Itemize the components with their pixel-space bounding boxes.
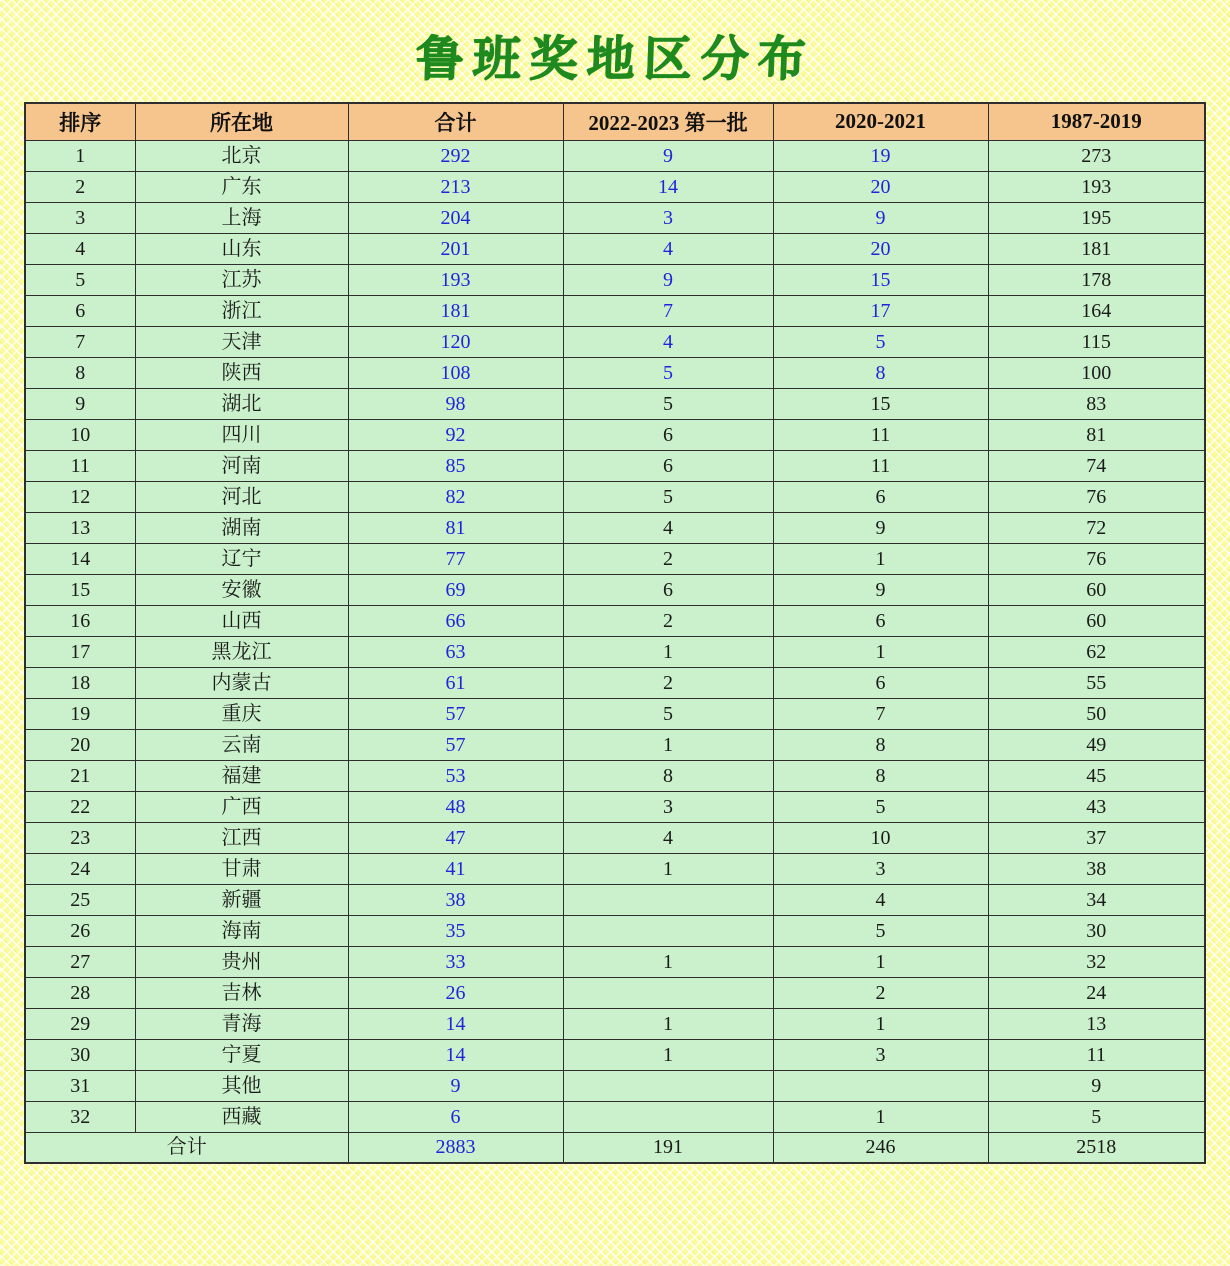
cell-total: 35 xyxy=(348,915,563,946)
cell-total: 57 xyxy=(348,698,563,729)
cell-region: 广东 xyxy=(135,171,348,202)
cell-batch-2022-2023: 6 xyxy=(563,419,773,450)
cell-batch-2020-2021: 1 xyxy=(773,1101,988,1132)
cell-batch-2022-2023: 7 xyxy=(563,295,773,326)
cell-rank: 2 xyxy=(25,171,135,202)
cell-rank: 1 xyxy=(25,140,135,171)
cell-rank: 25 xyxy=(25,884,135,915)
cell-batch-2022-2023 xyxy=(563,915,773,946)
table-row xyxy=(25,977,1205,1008)
cell-batch-2020-2021: 2 xyxy=(773,977,988,1008)
table-row xyxy=(25,171,1205,202)
table-row xyxy=(25,202,1205,233)
cell-batch-2022-2023 xyxy=(563,884,773,915)
footer-row xyxy=(25,1132,1205,1163)
table-row xyxy=(25,264,1205,295)
table-row xyxy=(25,915,1205,946)
cell-batch-1987-2019: 83 xyxy=(988,388,1205,419)
cell-batch-2020-2021: 1 xyxy=(773,946,988,977)
cell-total: 81 xyxy=(348,512,563,543)
cell-batch-2020-2021: 11 xyxy=(773,450,988,481)
cell-batch-2022-2023: 4 xyxy=(563,512,773,543)
cell-batch-2020-2021: 20 xyxy=(773,171,988,202)
cell-region: 陕西 xyxy=(135,357,348,388)
table-row xyxy=(25,574,1205,605)
footer-label: 合计 xyxy=(25,1132,348,1163)
cell-total: 38 xyxy=(348,884,563,915)
cell-batch-1987-2019: 273 xyxy=(988,140,1205,171)
table-row xyxy=(25,419,1205,450)
table-header-row xyxy=(25,103,1205,140)
cell-batch-1987-2019: 115 xyxy=(988,326,1205,357)
luban-award-region-table xyxy=(24,102,1206,1164)
cell-batch-2020-2021: 9 xyxy=(773,512,988,543)
table-row xyxy=(25,884,1205,915)
table-row xyxy=(25,636,1205,667)
column-header-total: 合计 xyxy=(348,103,563,140)
cell-batch-2022-2023: 8 xyxy=(563,760,773,791)
table-row xyxy=(25,543,1205,574)
cell-batch-2022-2023: 4 xyxy=(563,326,773,357)
cell-batch-1987-2019: 9 xyxy=(988,1070,1205,1101)
cell-batch-1987-2019: 5 xyxy=(988,1101,1205,1132)
cell-rank: 32 xyxy=(25,1101,135,1132)
footer-total: 2883 xyxy=(348,1132,563,1163)
cell-batch-2022-2023: 1 xyxy=(563,946,773,977)
cell-region: 江西 xyxy=(135,822,348,853)
column-header-1987-2019: 1987-2019 xyxy=(988,103,1205,140)
cell-total: 204 xyxy=(348,202,563,233)
cell-batch-2022-2023: 1 xyxy=(563,853,773,884)
cell-batch-1987-2019: 30 xyxy=(988,915,1205,946)
cell-region: 内蒙古 xyxy=(135,667,348,698)
cell-batch-2022-2023: 4 xyxy=(563,822,773,853)
cell-batch-1987-2019: 193 xyxy=(988,171,1205,202)
footer-batch-2020-2021: 246 xyxy=(773,1132,988,1163)
cell-region: 福建 xyxy=(135,760,348,791)
cell-total: 61 xyxy=(348,667,563,698)
cell-region: 云南 xyxy=(135,729,348,760)
cell-rank: 26 xyxy=(25,915,135,946)
table-row xyxy=(25,1008,1205,1039)
cell-rank: 14 xyxy=(25,543,135,574)
table-row xyxy=(25,729,1205,760)
cell-total: 14 xyxy=(348,1039,563,1070)
cell-batch-2020-2021: 15 xyxy=(773,264,988,295)
cell-batch-2020-2021: 1 xyxy=(773,1008,988,1039)
cell-region: 宁夏 xyxy=(135,1039,348,1070)
footer-batch-2022-2023: 191 xyxy=(563,1132,773,1163)
cell-total: 193 xyxy=(348,264,563,295)
cell-batch-2022-2023 xyxy=(563,977,773,1008)
cell-region: 四川 xyxy=(135,419,348,450)
cell-batch-2022-2023: 9 xyxy=(563,140,773,171)
cell-region: 安徽 xyxy=(135,574,348,605)
cell-batch-2020-2021: 4 xyxy=(773,884,988,915)
cell-total: 63 xyxy=(348,636,563,667)
cell-batch-1987-2019: 76 xyxy=(988,481,1205,512)
cell-batch-2022-2023: 5 xyxy=(563,388,773,419)
cell-batch-2020-2021: 17 xyxy=(773,295,988,326)
cell-batch-2022-2023: 6 xyxy=(563,450,773,481)
cell-batch-2020-2021: 8 xyxy=(773,357,988,388)
cell-region: 新疆 xyxy=(135,884,348,915)
cell-batch-1987-2019: 55 xyxy=(988,667,1205,698)
table-row xyxy=(25,512,1205,543)
cell-rank: 19 xyxy=(25,698,135,729)
cell-batch-2020-2021: 8 xyxy=(773,729,988,760)
cell-rank: 24 xyxy=(25,853,135,884)
cell-batch-1987-2019: 32 xyxy=(988,946,1205,977)
cell-rank: 27 xyxy=(25,946,135,977)
cell-rank: 31 xyxy=(25,1070,135,1101)
cell-total: 108 xyxy=(348,357,563,388)
cell-region: 河南 xyxy=(135,450,348,481)
cell-total: 6 xyxy=(348,1101,563,1132)
cell-batch-1987-2019: 181 xyxy=(988,233,1205,264)
table-footer xyxy=(25,1132,1205,1163)
cell-total: 292 xyxy=(348,140,563,171)
cell-batch-2022-2023: 1 xyxy=(563,1039,773,1070)
column-header-region: 所在地 xyxy=(135,103,348,140)
cell-batch-1987-2019: 62 xyxy=(988,636,1205,667)
cell-batch-2022-2023: 2 xyxy=(563,543,773,574)
cell-rank: 18 xyxy=(25,667,135,698)
table-row xyxy=(25,853,1205,884)
cell-batch-2020-2021: 9 xyxy=(773,202,988,233)
cell-rank: 29 xyxy=(25,1008,135,1039)
cell-region: 其他 xyxy=(135,1070,348,1101)
cell-rank: 10 xyxy=(25,419,135,450)
cell-rank: 3 xyxy=(25,202,135,233)
cell-batch-2022-2023: 6 xyxy=(563,574,773,605)
cell-region: 西藏 xyxy=(135,1101,348,1132)
cell-batch-1987-2019: 50 xyxy=(988,698,1205,729)
cell-region: 海南 xyxy=(135,915,348,946)
cell-region: 重庆 xyxy=(135,698,348,729)
table-body xyxy=(25,140,1205,1132)
cell-region: 上海 xyxy=(135,202,348,233)
table-row xyxy=(25,698,1205,729)
cell-batch-1987-2019: 45 xyxy=(988,760,1205,791)
cell-rank: 30 xyxy=(25,1039,135,1070)
cell-batch-2022-2023: 14 xyxy=(563,171,773,202)
cell-rank: 7 xyxy=(25,326,135,357)
cell-rank: 15 xyxy=(25,574,135,605)
table-row xyxy=(25,946,1205,977)
table-row xyxy=(25,140,1205,171)
cell-batch-2022-2023: 1 xyxy=(563,729,773,760)
table-row xyxy=(25,357,1205,388)
cell-batch-1987-2019: 178 xyxy=(988,264,1205,295)
footer-batch-1987-2019: 2518 xyxy=(988,1132,1205,1163)
cell-rank: 20 xyxy=(25,729,135,760)
cell-region: 广西 xyxy=(135,791,348,822)
cell-batch-2020-2021: 5 xyxy=(773,326,988,357)
cell-batch-2020-2021: 11 xyxy=(773,419,988,450)
cell-total: 82 xyxy=(348,481,563,512)
cell-batch-1987-2019: 60 xyxy=(988,574,1205,605)
table-row xyxy=(25,326,1205,357)
cell-rank: 13 xyxy=(25,512,135,543)
cell-total: 33 xyxy=(348,946,563,977)
cell-region: 浙江 xyxy=(135,295,348,326)
cell-batch-2020-2021: 6 xyxy=(773,481,988,512)
table-row xyxy=(25,388,1205,419)
cell-batch-1987-2019: 37 xyxy=(988,822,1205,853)
cell-region: 山西 xyxy=(135,605,348,636)
cell-batch-2020-2021: 8 xyxy=(773,760,988,791)
table-row xyxy=(25,1070,1205,1101)
cell-batch-2022-2023: 2 xyxy=(563,605,773,636)
cell-total: 201 xyxy=(348,233,563,264)
cell-batch-2020-2021: 9 xyxy=(773,574,988,605)
cell-batch-2020-2021: 3 xyxy=(773,853,988,884)
cell-batch-2020-2021: 1 xyxy=(773,543,988,574)
cell-batch-2020-2021: 7 xyxy=(773,698,988,729)
cell-batch-1987-2019: 164 xyxy=(988,295,1205,326)
cell-region: 天津 xyxy=(135,326,348,357)
cell-batch-2022-2023: 5 xyxy=(563,357,773,388)
cell-batch-1987-2019: 72 xyxy=(988,512,1205,543)
cell-total: 181 xyxy=(348,295,563,326)
cell-batch-2022-2023: 4 xyxy=(563,233,773,264)
cell-batch-2020-2021: 20 xyxy=(773,233,988,264)
cell-rank: 22 xyxy=(25,791,135,822)
cell-batch-2020-2021: 3 xyxy=(773,1039,988,1070)
cell-batch-1987-2019: 24 xyxy=(988,977,1205,1008)
cell-total: 92 xyxy=(348,419,563,450)
column-header-rank: 排序 xyxy=(25,103,135,140)
cell-rank: 8 xyxy=(25,357,135,388)
cell-region: 甘肃 xyxy=(135,853,348,884)
page-title: 鲁班奖地区分布 xyxy=(414,33,816,86)
title-area xyxy=(0,0,1230,100)
cell-total: 213 xyxy=(348,171,563,202)
table-row xyxy=(25,791,1205,822)
cell-rank: 28 xyxy=(25,977,135,1008)
cell-rank: 12 xyxy=(25,481,135,512)
cell-total: 41 xyxy=(348,853,563,884)
cell-batch-2020-2021: 15 xyxy=(773,388,988,419)
table-row xyxy=(25,1039,1205,1070)
cell-region: 湖南 xyxy=(135,512,348,543)
cell-batch-1987-2019: 38 xyxy=(988,853,1205,884)
cell-batch-2022-2023: 5 xyxy=(563,481,773,512)
cell-batch-1987-2019: 49 xyxy=(988,729,1205,760)
cell-batch-2020-2021: 6 xyxy=(773,605,988,636)
table-row xyxy=(25,233,1205,264)
cell-rank: 23 xyxy=(25,822,135,853)
table-row xyxy=(25,667,1205,698)
cell-rank: 4 xyxy=(25,233,135,264)
cell-total: 66 xyxy=(348,605,563,636)
cell-total: 120 xyxy=(348,326,563,357)
column-header-2022-2023: 2022-2023 第一批 xyxy=(563,103,773,140)
cell-total: 69 xyxy=(348,574,563,605)
cell-batch-1987-2019: 34 xyxy=(988,884,1205,915)
cell-batch-1987-2019: 60 xyxy=(988,605,1205,636)
cell-batch-1987-2019: 74 xyxy=(988,450,1205,481)
cell-region: 山东 xyxy=(135,233,348,264)
table-row xyxy=(25,295,1205,326)
cell-batch-2022-2023: 2 xyxy=(563,667,773,698)
cell-batch-2022-2023: 1 xyxy=(563,636,773,667)
table-row xyxy=(25,1101,1205,1132)
cell-region: 湖北 xyxy=(135,388,348,419)
cell-batch-2020-2021: 1 xyxy=(773,636,988,667)
cell-region: 吉林 xyxy=(135,977,348,1008)
cell-batch-2020-2021: 5 xyxy=(773,915,988,946)
cell-batch-2020-2021: 5 xyxy=(773,791,988,822)
cell-batch-2020-2021: 10 xyxy=(773,822,988,853)
cell-region: 辽宁 xyxy=(135,543,348,574)
cell-batch-2022-2023 xyxy=(563,1101,773,1132)
cell-rank: 17 xyxy=(25,636,135,667)
table-row xyxy=(25,822,1205,853)
cell-rank: 9 xyxy=(25,388,135,419)
table-row xyxy=(25,605,1205,636)
cell-total: 85 xyxy=(348,450,563,481)
cell-batch-1987-2019: 81 xyxy=(988,419,1205,450)
cell-batch-2020-2021: 6 xyxy=(773,667,988,698)
cell-rank: 5 xyxy=(25,264,135,295)
cell-batch-2022-2023 xyxy=(563,1070,773,1101)
cell-batch-2022-2023: 5 xyxy=(563,698,773,729)
cell-total: 48 xyxy=(348,791,563,822)
cell-total: 77 xyxy=(348,543,563,574)
cell-batch-1987-2019: 43 xyxy=(988,791,1205,822)
cell-batch-1987-2019: 100 xyxy=(988,357,1205,388)
cell-region: 江苏 xyxy=(135,264,348,295)
cell-rank: 11 xyxy=(25,450,135,481)
cell-rank: 6 xyxy=(25,295,135,326)
cell-batch-2022-2023: 3 xyxy=(563,202,773,233)
cell-rank: 16 xyxy=(25,605,135,636)
cell-total: 57 xyxy=(348,729,563,760)
cell-batch-1987-2019: 11 xyxy=(988,1039,1205,1070)
cell-total: 14 xyxy=(348,1008,563,1039)
cell-rank: 21 xyxy=(25,760,135,791)
cell-region: 贵州 xyxy=(135,946,348,977)
cell-batch-1987-2019: 195 xyxy=(988,202,1205,233)
cell-total: 47 xyxy=(348,822,563,853)
cell-region: 北京 xyxy=(135,140,348,171)
cell-total: 9 xyxy=(348,1070,563,1101)
cell-batch-2022-2023: 3 xyxy=(563,791,773,822)
table-row xyxy=(25,481,1205,512)
cell-batch-2020-2021 xyxy=(773,1070,988,1101)
cell-batch-2022-2023: 9 xyxy=(563,264,773,295)
cell-region: 青海 xyxy=(135,1008,348,1039)
cell-batch-1987-2019: 13 xyxy=(988,1008,1205,1039)
cell-region: 黑龙江 xyxy=(135,636,348,667)
cell-batch-1987-2019: 76 xyxy=(988,543,1205,574)
cell-total: 98 xyxy=(348,388,563,419)
table-row xyxy=(25,760,1205,791)
cell-batch-2020-2021: 19 xyxy=(773,140,988,171)
cell-batch-2022-2023: 1 xyxy=(563,1008,773,1039)
column-header-2020-2021: 2020-2021 xyxy=(773,103,988,140)
cell-total: 26 xyxy=(348,977,563,1008)
cell-region: 河北 xyxy=(135,481,348,512)
cell-total: 53 xyxy=(348,760,563,791)
table-row xyxy=(25,450,1205,481)
